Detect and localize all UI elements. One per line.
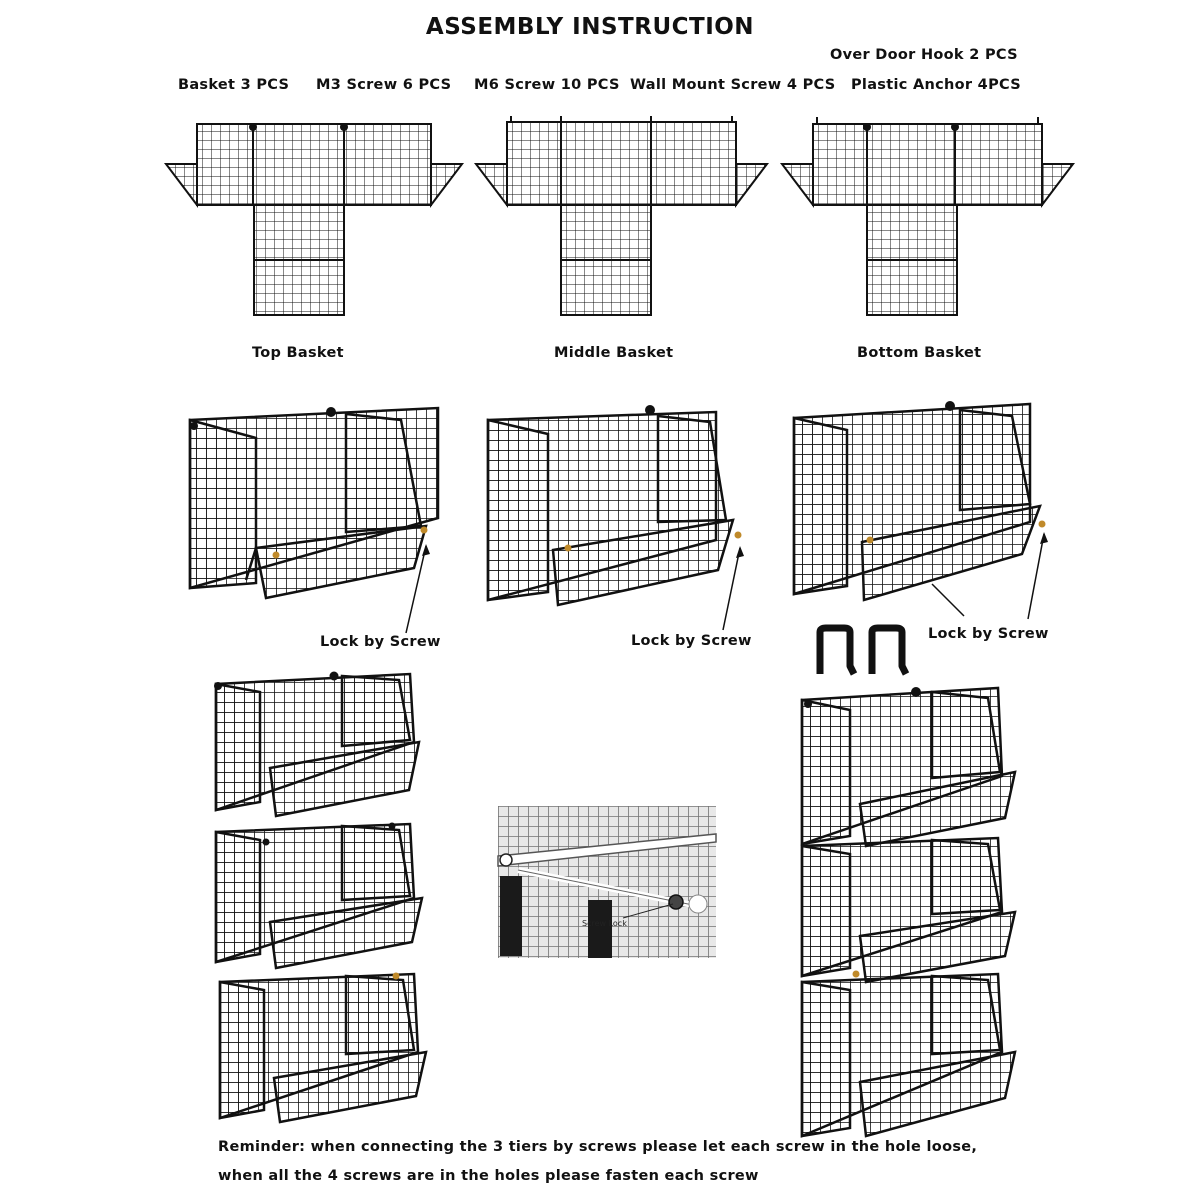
stacked-three-tier-left [214, 672, 426, 1123]
screw-icon [393, 973, 400, 980]
top-basket-caption: Top Basket [252, 345, 344, 361]
m6-screw-label: M6 Screw 10 PCS [474, 77, 620, 93]
reminder-line-1: Reminder: when connecting the 3 tiers by screws please let each screw in the hole loose, [218, 1139, 978, 1155]
screw-icon [669, 895, 683, 909]
wall-mount-screw-label: Wall Mount Screw 4 PCS [630, 77, 836, 93]
screw-icon [249, 123, 257, 131]
screw-icon [340, 123, 348, 131]
screw-icon [190, 422, 198, 430]
bottom-basket-caption: Bottom Basket [857, 345, 982, 361]
screw-icon [945, 401, 955, 411]
middle-basket-assembled [488, 405, 744, 630]
screw-icon [853, 971, 860, 978]
m3-screw-label: M3 Screw 6 PCS [316, 77, 452, 93]
page-title: ASSEMBLY INSTRUCTION [425, 14, 755, 40]
middle-basket-caption: Middle Basket [554, 345, 674, 361]
screw-lock-label: Screw Lock [582, 919, 627, 928]
screw-icon [263, 839, 270, 846]
bottom-basket-assembled [794, 401, 1048, 619]
bottom-basket-flat-layout [782, 117, 1073, 315]
lock-by-screw-label-2: Lock by Screw [631, 633, 752, 649]
stacked-three-tier-right [802, 687, 1015, 1136]
screw-icon [645, 405, 655, 415]
basket-count-label: Basket 3 PCS [178, 77, 290, 93]
plastic-anchor-label: Plastic Anchor 4PCS [851, 77, 1021, 93]
screw-icon [804, 700, 812, 708]
screw-icon [565, 545, 572, 552]
top-basket-assembled [190, 407, 438, 633]
screw-icon [421, 527, 428, 534]
screw-icon [951, 123, 959, 131]
lock-by-screw-label-1: Lock by Screw [320, 634, 441, 650]
top-basket-flat-layout [166, 123, 462, 315]
screw-icon [273, 552, 280, 559]
screw-icon [735, 532, 742, 539]
screw-icon [863, 123, 871, 131]
screw-icon [326, 407, 336, 417]
screw-icon [330, 672, 339, 681]
screw-icon [389, 823, 396, 830]
over-door-hook-label: Over Door Hook 2 PCS [830, 47, 1018, 63]
middle-basket-flat-layout [476, 116, 767, 315]
reminder-line-2: when all the 4 screws are in the holes please fasten each screw [218, 1168, 759, 1184]
over-door-hook-icon [820, 628, 854, 674]
screw-icon [1039, 521, 1046, 528]
screw-icon [867, 537, 874, 544]
screw-lock-detail-photo [498, 806, 716, 958]
screw-icon [500, 854, 512, 866]
over-door-hook-icon [872, 628, 906, 674]
lock-by-screw-label-3: Lock by Screw [928, 626, 1049, 642]
screw-icon [214, 682, 222, 690]
screw-icon [911, 687, 921, 697]
